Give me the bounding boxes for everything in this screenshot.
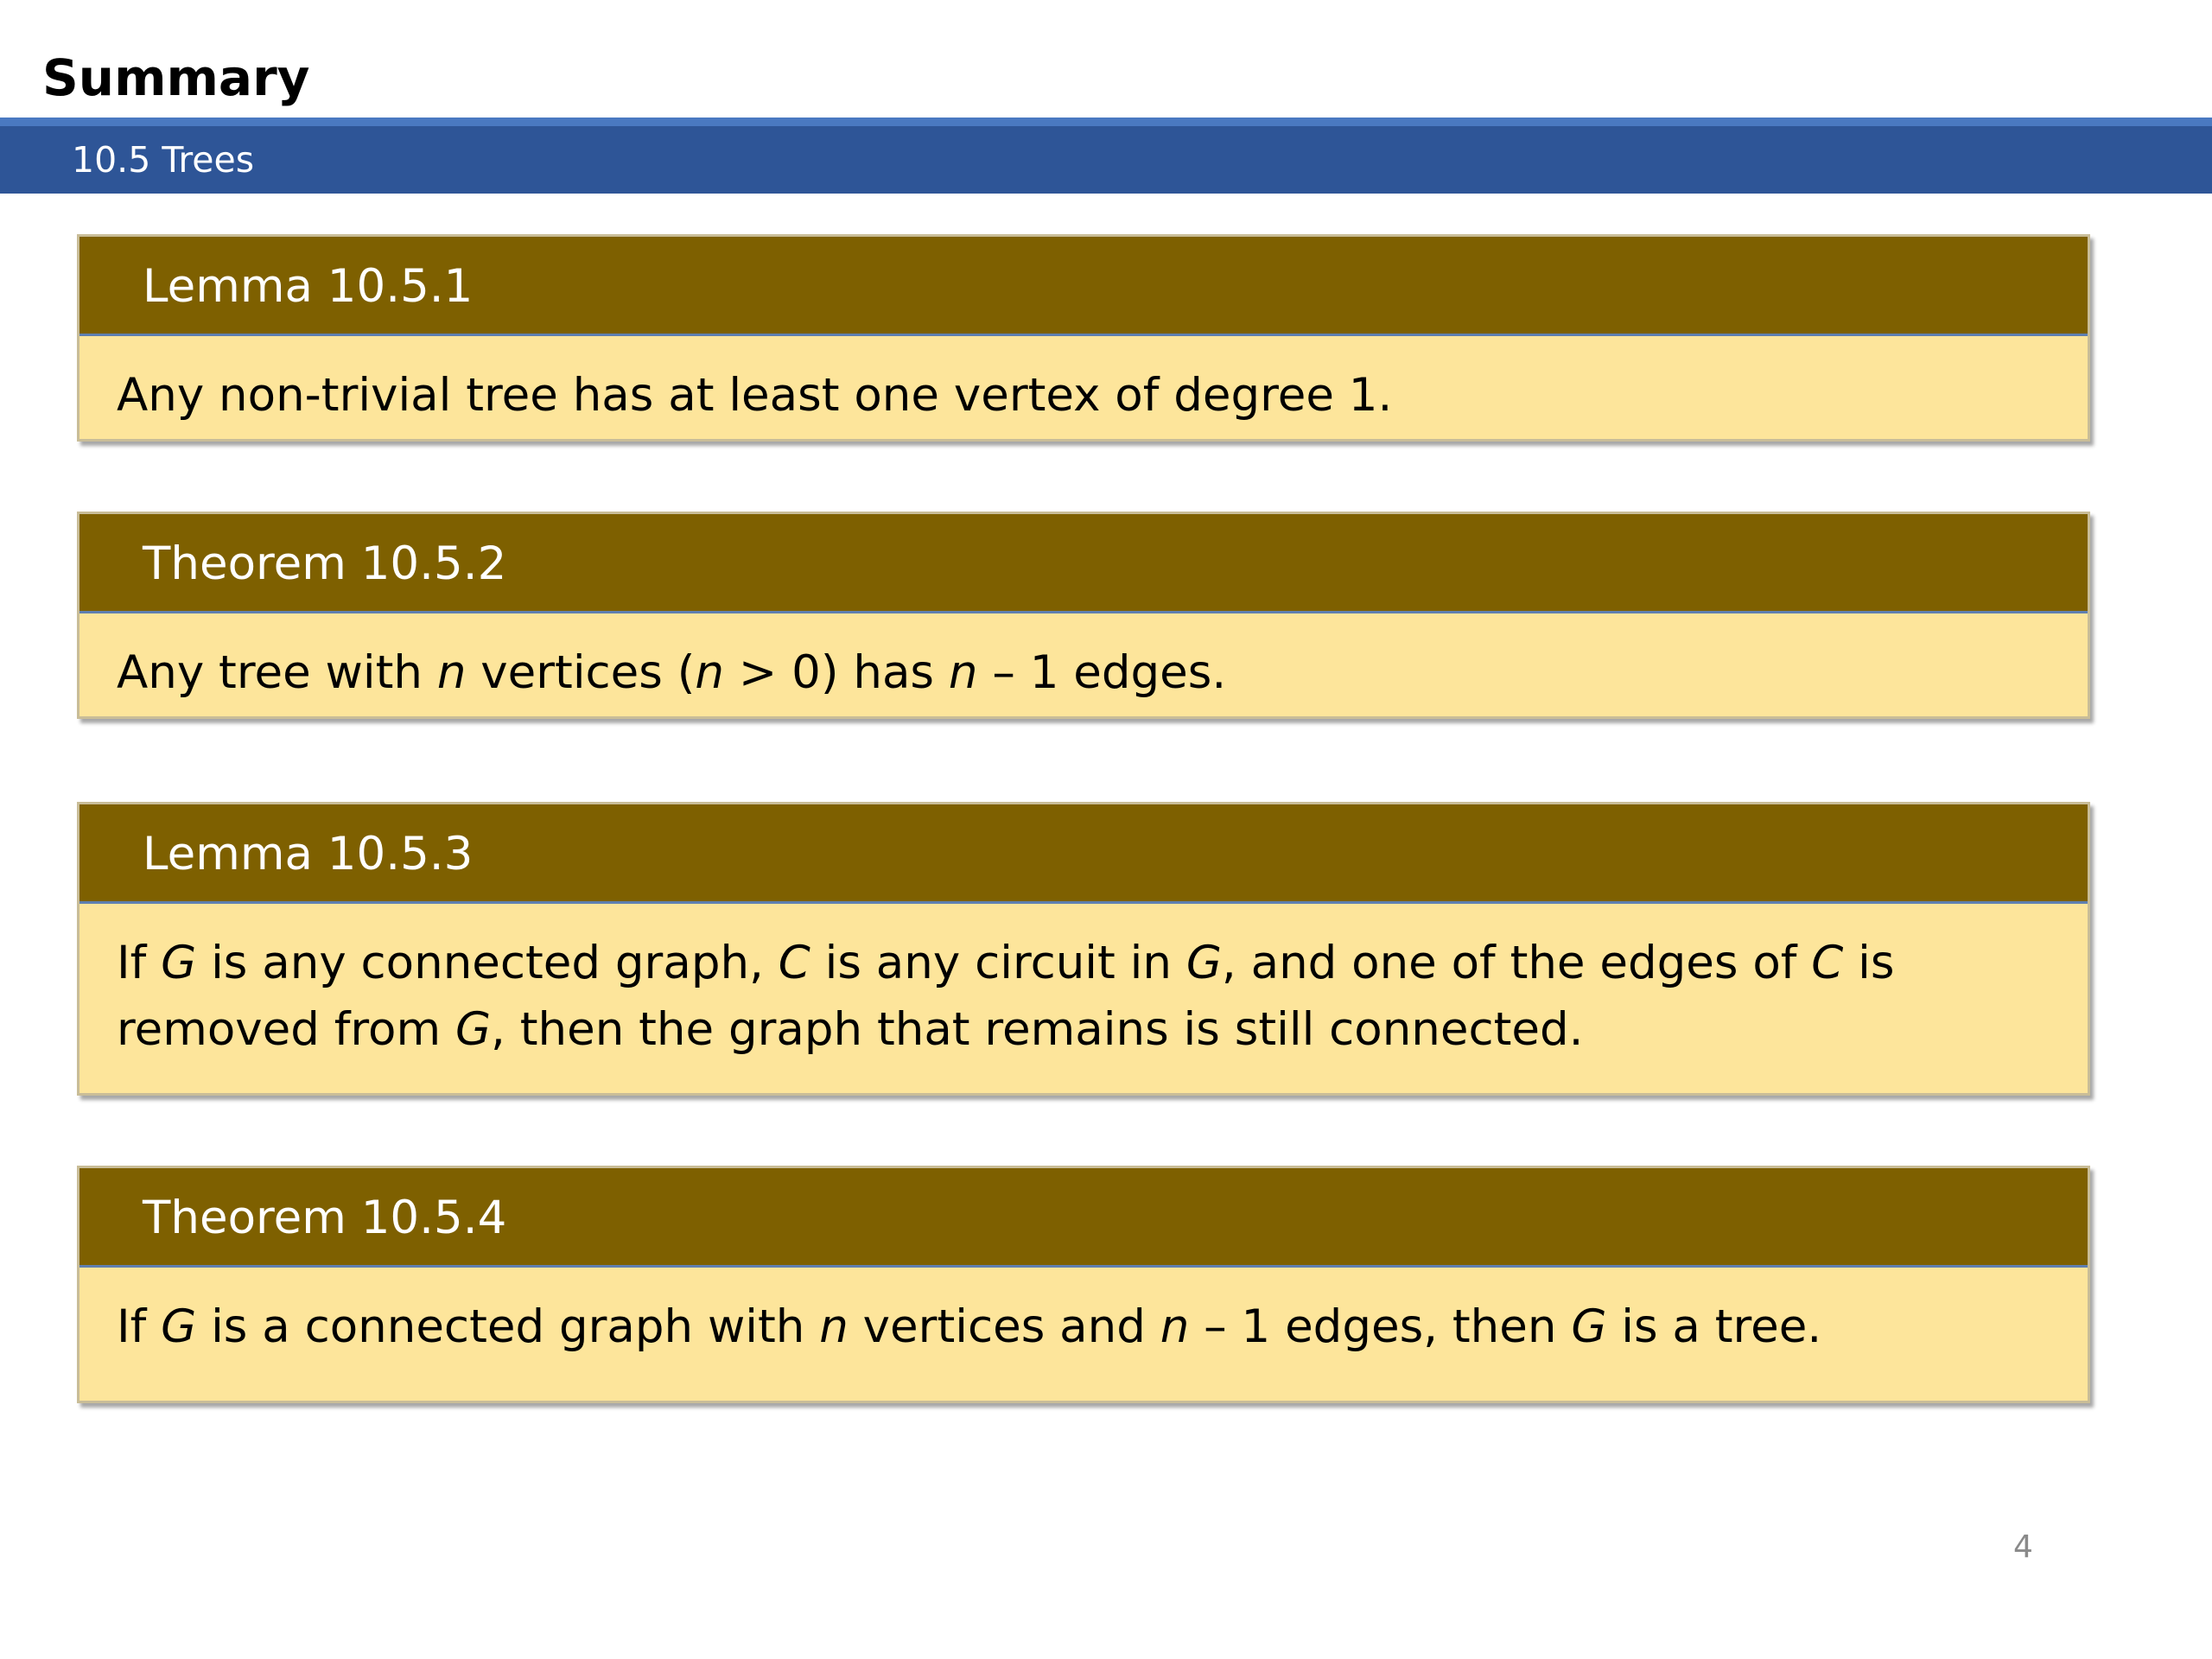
statement-text: is [1843,937,1895,989]
box-header [79,1168,2088,1268]
box-body [79,336,2088,429]
statement-line [117,362,2053,429]
math-variable: G [161,1300,197,1353]
statement-text: vertices and [848,1300,1160,1353]
statement-text: If [117,937,162,989]
statement-text: Any tree with [117,646,437,699]
statement-text: is any circuit in [810,937,1186,989]
section-header-bar [0,118,2212,194]
lemma-box-10-5-3 [77,802,2090,1096]
statement-line [117,996,2053,1063]
box-body [79,904,2088,1063]
statement-text: is a tree. [1606,1300,1822,1353]
math-variable: G [161,937,197,989]
statement-line [117,639,2053,706]
section-label: 10.5 Trees [72,139,255,181]
statement-text: vertices ( [466,646,696,699]
box-header [79,514,2088,613]
theorem-box-10-5-2 [77,512,2090,719]
statement-line [117,930,2053,996]
statement-text: – 1 edges. [977,646,1227,699]
statement-text: , then the graph that remains is still connected. [491,1003,1584,1056]
statement-text: is any connected graph, [196,937,779,989]
math-variable: n [436,646,467,699]
box-body [79,1268,2088,1360]
statement-text: If [117,1300,162,1353]
box-body [79,613,2088,706]
math-variable: C [778,937,810,989]
box-title: Lemma 10.5.3 [143,828,474,880]
statement-text: Any non-trivial tree has at least one vertex of degree 1. [117,369,1393,422]
statement-text: , and one of the edges of [1221,937,1812,989]
theorem-box-10-5-4 [77,1166,2090,1403]
math-variable: G [1185,937,1222,989]
box-title: Theorem 10.5.2 [143,537,507,590]
math-variable: n [1160,1300,1190,1353]
math-variable: G [454,1003,492,1056]
box-header [79,804,2088,904]
statement-line [117,1294,2053,1360]
math-variable: G [1571,1300,1607,1353]
math-variable: n [695,646,725,699]
lemma-box-10-5-1 [77,234,2090,442]
box-header [79,237,2088,336]
statement-text: > 0) has [724,646,949,699]
page-number: 4 [2013,1529,2033,1565]
box-title: Lemma 10.5.1 [143,260,474,313]
box-title: Theorem 10.5.4 [143,1192,507,1244]
statement-text: – 1 edges, then [1189,1300,1572,1353]
math-variable: n [819,1300,849,1353]
math-variable: n [948,646,978,699]
slide-title: Summary [42,48,310,107]
statement-text: removed from [117,1003,455,1056]
statement-text: is a connected graph with [196,1300,820,1353]
math-variable: C [1811,937,1844,989]
